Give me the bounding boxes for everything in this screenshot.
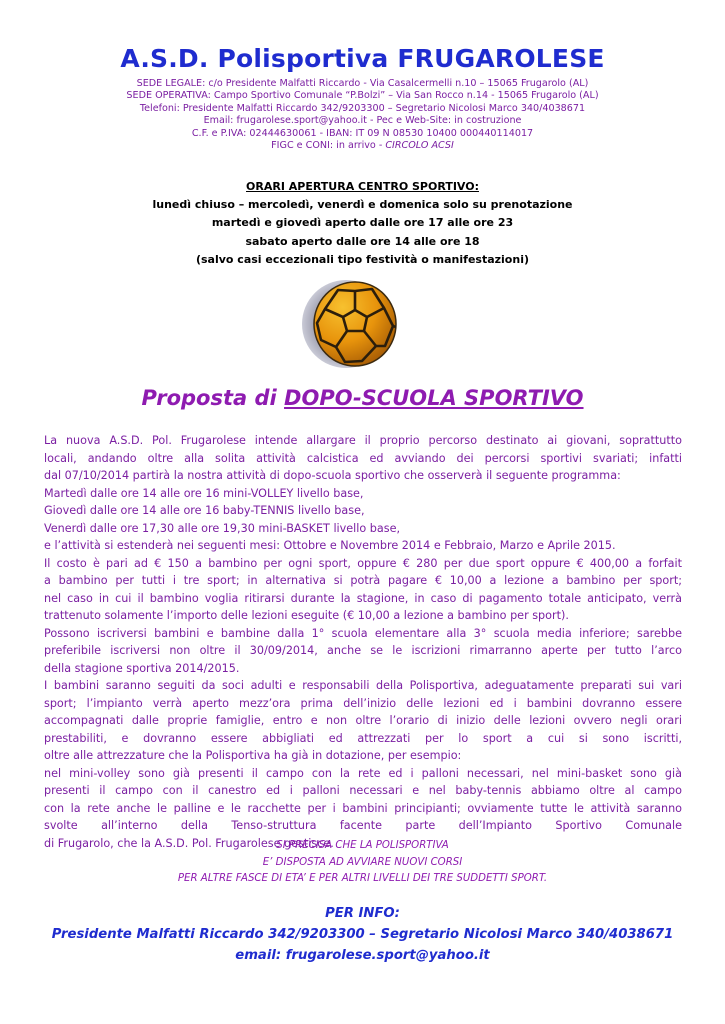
notice-block [0,838,725,888]
body-line: della stagione sportiva 2014/2015. [44,661,240,675]
info-email: email: frugarolese.sport@yahoo.it [235,948,490,963]
body-line: a bambino per tutti i tre sport; in alternativa si potrà pagare € 10,00 a lezione a bambino per sport; [44,574,682,587]
info-contacts: Presidente Malfatti Riccardo 342/9203300 – Segretario Nicolosi Marco 340/4038671 [51,927,674,942]
body-line: presenti il campo con il canestro ed i palloni necessari e nel baby-tennis abbiamo oltre al campo [44,784,682,797]
body-line: Il costo è pari ad € 150 a bambino per ogni sport, oppure € 280 per due sport oppure € 400,00 a forfait [44,556,682,570]
body-line: locali, andando oltre alla solita attività calcistica ed avviando dei percorsi sportivi svariati; infatti [44,451,682,465]
body-line: La nuova A.S.D. Pol. Frugarolese intende allargare il proprio percorso destinato ai giovani, soprattutto [44,434,682,447]
cf-iban-line: C.F. e P.IVA: 02444630061 - IBAN: IT 09 N 08530 10400 000440114017 [191,127,534,139]
notice-line: PER ALTRE FASCE DI ETA’ E PER ALTRI LIVELLI DEI TRE SUDDETTI SPORT. [177,873,548,884]
body-line: Martedì dalle ore 14 alle ore 16 mini-VOLLEY livello base, [44,486,364,500]
figc-text: FIGC e CONI: in arrivo - [271,140,386,152]
telefoni-line: Telefoni: Presidente Malfatti Riccardo 342/9203300 – Segretario Nicolosi Marco 340/4038671 [139,102,586,114]
body-line: prestabiliti, e dovranno essere abbigliati ed attrezzati per lo sport a cui si sono iscritti, [44,731,682,745]
body-line: I bambini saranno seguiti da soci adulti e responsabili della Polisportiva, adeguatamente preparati sui vari [44,679,682,692]
hours-line: sabato aperto dalle ore 14 alle ore 18 [245,234,480,248]
figc-line [0,140,725,152]
hours-line: martedì e giovedì aperto dalle ore 17 alle ore 23 [211,216,514,230]
header-info [0,78,725,152]
opening-hours-heading: ORARI APERTURA CENTRO SPORTIVO: [246,180,479,193]
body-line: preferibile iscriversi non oltre il 30/09/2014, anche se le iscrizioni rimarranno aperte per tutto l’arco [44,644,682,657]
hours-line: lunedì chiuso – mercoledì, venerdì e domenica solo su prenotazione [152,198,573,212]
sede-legale-line: SEDE LEGALE: c/o Presidente Malfatti Riccardo - Via Casalcermelli n.10 – 15065 Frugarolo (AL) [136,78,589,89]
body-line: Venerdì dalle ore 17,30 alle ore 19,30 mini-BASKET livello base, [44,521,401,535]
body-line: con la rete anche le palline e le racchette per i bambini principianti; ovviamente tutte le attività saranno [44,801,682,815]
body-line: nel mini-volley sono già presenti il campo con la rete ed i palloni necessari, nel mini-basket sono già [44,766,682,780]
sede-operativa-line: SEDE OPERATIVA: Campo Sportivo Comunale “P.Bolzi” – Via San Rocco n.14 - 15065 Frugarolo (AL) [126,90,599,102]
hours-line: (salvo casi eccezionali tipo festività o manifestazioni) [195,252,529,266]
info-heading: PER INFO: [325,906,400,921]
email-line: Email: frugarolese.sport@yahoo.it - Pec e Web-Site: in costruzione [203,115,522,127]
proposal-body [44,432,682,852]
notice-line: E’ DISPOSTA AD AVVIARE NUOVI CORSI [262,856,463,868]
proposal-prefix: Proposta di [141,386,285,410]
body-line: trattenuto solamente l’importo delle lezioni eseguite (€ 10,00 a lezione a bambino per sport). [44,609,569,622]
opening-hours [0,178,725,269]
body-line: Possono iscriversi bambini e bambine dalla 1° scuola elementare alla 3° scuola media inferiore; sarebbe [44,626,682,640]
body-line: oltre alle attrezzature che la Polisportiva ha già in dotazione, per esempio: [44,749,462,762]
body-line: svolte all’interno della Tenso-struttura facente parte dell’Impianto Sportivo Comunale [44,819,682,832]
club-title: A.S.D. Polisportiva FRUGAROLESE [120,44,605,73]
body-line: Giovedì dalle ore 14 alle ore 16 baby-TENNIS livello base, [44,504,365,517]
body-line: dal 07/10/2014 partirà la nostra attività di dopo-scuola sportivo che osserverà il seguente programma: [44,469,621,482]
proposal-title [0,386,725,410]
soccer-ball-icon [300,280,400,370]
notice-line: SI PRECISA CHE LA POLISPORTIVA [276,840,449,851]
body-line: sport; l’impianto verrà aperto mezz’ora prima dell’inizio delle lezioni ed i bambini dovranno essere [44,696,682,710]
acsi-text: CIRCOLO ACSI [385,140,454,152]
body-line: nel caso in cui il bambino voglia ritirarsi durante la stagione, in caso di pagamento totale anticipato, verrà [44,591,682,605]
proposal-subject: DOPO-SCUOLA SPORTIVO [284,386,584,410]
info-block [0,903,725,966]
body-line: di Frugarolo, che la A.S.D. Pol. Frugarolese gestisce. [44,836,334,850]
body-line: accompagnati dalle proprie famiglie, entro e non oltre l’orario di inizio delle lezioni ovvero negli orari [44,714,682,727]
body-line: e l’attività si estenderà nei seguenti mesi: Ottobre e Novembre 2014 e Febbraio, Marzo e Aprile 2015. [44,539,616,552]
